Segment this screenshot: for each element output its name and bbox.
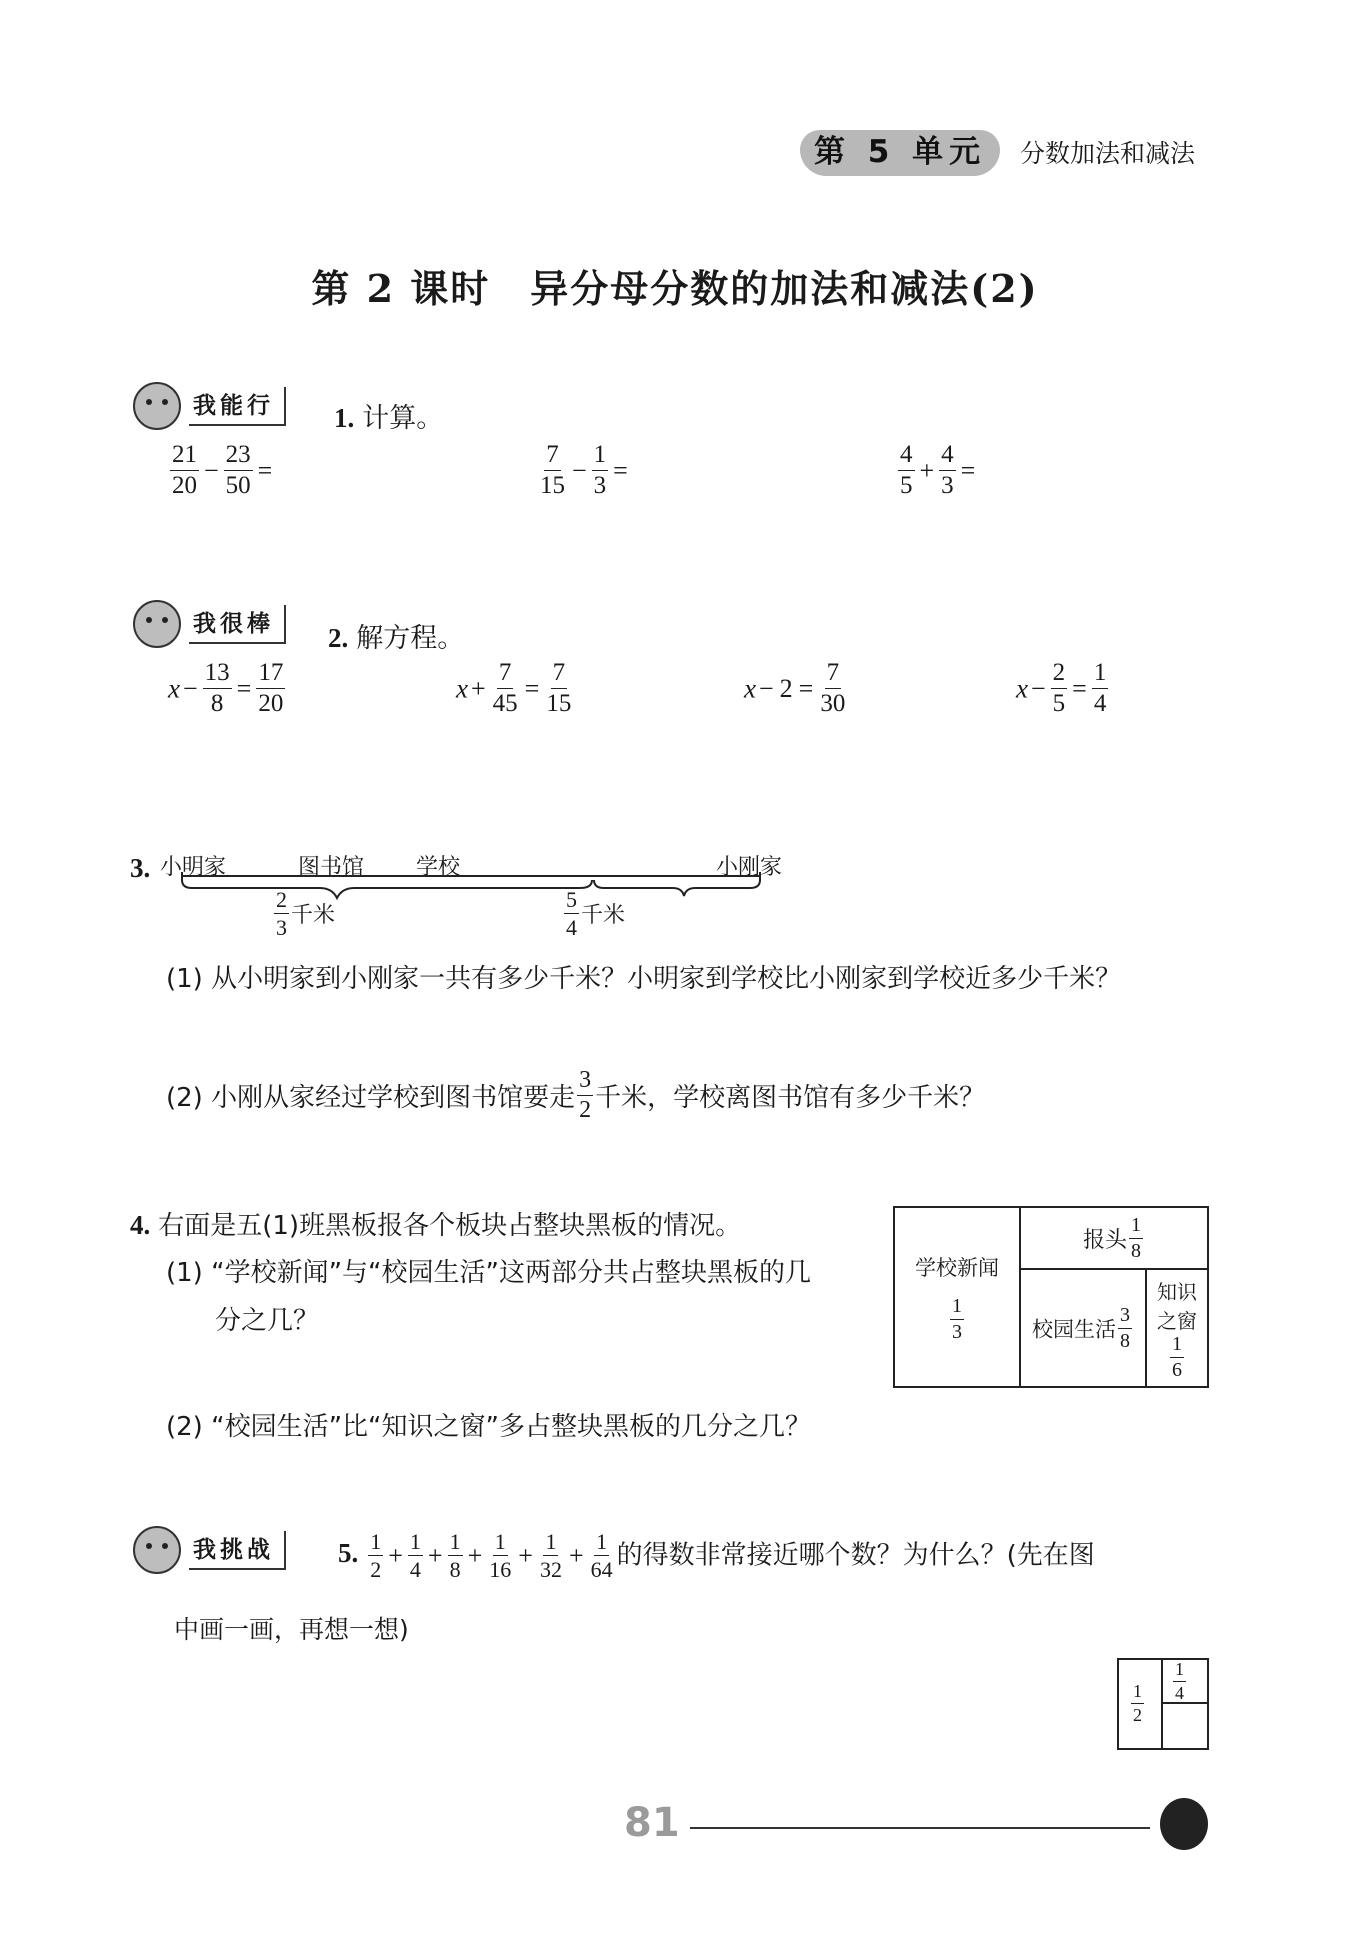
place-xiaogang-home: 小刚家 xyxy=(716,855,783,880)
mascot-footer-icon xyxy=(1160,1798,1208,1850)
girl-mascot-icon xyxy=(133,382,181,430)
mascot-pair-icon xyxy=(133,1526,181,1574)
place-xiaoming-home: 小明家 xyxy=(160,855,227,880)
q4-sub1-line1: (1) “学校新闻”与“校园生活”这两部分共占整块黑板的几 xyxy=(166,1258,811,1288)
q2-item-1: x − $\frac{13}{8}$ = $\frac{17}{20}$ xyxy=(168,659,284,718)
q5-line2: 中画一画，再想一想) xyxy=(174,1615,409,1644)
cell-school-news: 学校新闻 $\frac{1}{3}$ xyxy=(894,1207,1020,1387)
q3-number: 3. xyxy=(130,853,151,883)
q3-sub1: (1) 从小明家到小刚家一共有多少千米？小明家到学校比小刚家到学校近多少千米？ xyxy=(166,964,1122,994)
footer-rule xyxy=(690,1827,1150,1829)
place-school: 学校 xyxy=(416,855,461,880)
q5-drawing-grid[interactable] xyxy=(1117,1658,1209,1750)
blackboard-diagram xyxy=(893,1206,1209,1388)
q3-sub2: (2) 小刚从家经过学校到图书馆要走 $\frac{3}{2}$ 千米，学校离图书馆有多少千米？ xyxy=(166,1067,986,1124)
q4-heading: 4. 右面是五(1)班黑板报各个板块占整块黑板的情况。 xyxy=(130,1210,742,1241)
place-library: 图书馆 xyxy=(298,855,365,880)
unit-label: 第 5 单元 xyxy=(800,130,1000,176)
distance-line-diagram xyxy=(170,868,770,908)
badge-challenge xyxy=(133,1526,286,1574)
badge-can-do xyxy=(133,382,286,430)
badge-great xyxy=(133,600,286,648)
unit-topic: 分数加法和减法 xyxy=(1020,139,1196,168)
badge-label: 我能行 xyxy=(189,387,286,426)
badge-label: 我挑战 xyxy=(189,1531,286,1570)
q1-item-1: $\frac{21}{20}$ − $\frac{23}{50}$ = xyxy=(172,441,273,500)
cell-knowledge-window: 知识 之窗 $\frac{1}{6}$ xyxy=(1146,1269,1208,1387)
grid-quarter-label: $\frac{1}{4}$ xyxy=(1175,1659,1184,1703)
q1-item-3: $\frac{4}{5}$ + $\frac{4}{3}$ = xyxy=(900,441,976,500)
q2-heading: 2. 解方程。 xyxy=(328,623,465,654)
q1-heading: 1. 计算。 xyxy=(334,403,444,434)
q1-item-2: $\frac{7}{15}$ − $\frac{1}{3}$ = xyxy=(540,441,628,500)
q4-sub2: (2) “校园生活”比“知识之窗”多占整块黑板的几分之几？ xyxy=(166,1412,811,1442)
q4-sub1-line2: 分之几？ xyxy=(215,1306,320,1336)
q5-heading: 5. $\frac{1}{2}$ + $\frac{1}{4}$ + $\frac{1}{8}$ + $\frac{1}{16}$ + $\frac{1}{32}$ + $\frac{1}{64}$ 的得数非常接近哪个数？为什么？(先在图 xyxy=(338,1529,1095,1583)
badge-label: 我很棒 xyxy=(189,605,286,644)
q2-item-3: x − 2 = $\frac{7}{30}$ xyxy=(744,659,846,718)
segment-2-label: $\frac{5}{4}$ 千米 xyxy=(566,887,626,941)
cell-campus-life: 校园生活 $\frac{3}{8}$ xyxy=(1020,1269,1146,1387)
unit-header xyxy=(800,126,1000,171)
lesson-title: 第 2 课时 异分母分数的加法和减法(2) xyxy=(311,266,1039,311)
cell-header: 报头 $\frac{1}{8}$ xyxy=(1020,1207,1208,1269)
girl-mascot-icon xyxy=(133,600,181,648)
q2-item-2: x + $\frac{7}{45}$ = $\frac{7}{15}$ xyxy=(456,659,572,718)
page-number: 81 xyxy=(624,1800,680,1846)
segment-1-label: $\frac{2}{3}$ 千米 xyxy=(276,887,336,941)
grid-half-label: $\frac{1}{2}$ xyxy=(1133,1681,1142,1725)
q2-item-4: x − $\frac{2}{5}$ = $\frac{1}{4}$ xyxy=(1016,659,1107,718)
